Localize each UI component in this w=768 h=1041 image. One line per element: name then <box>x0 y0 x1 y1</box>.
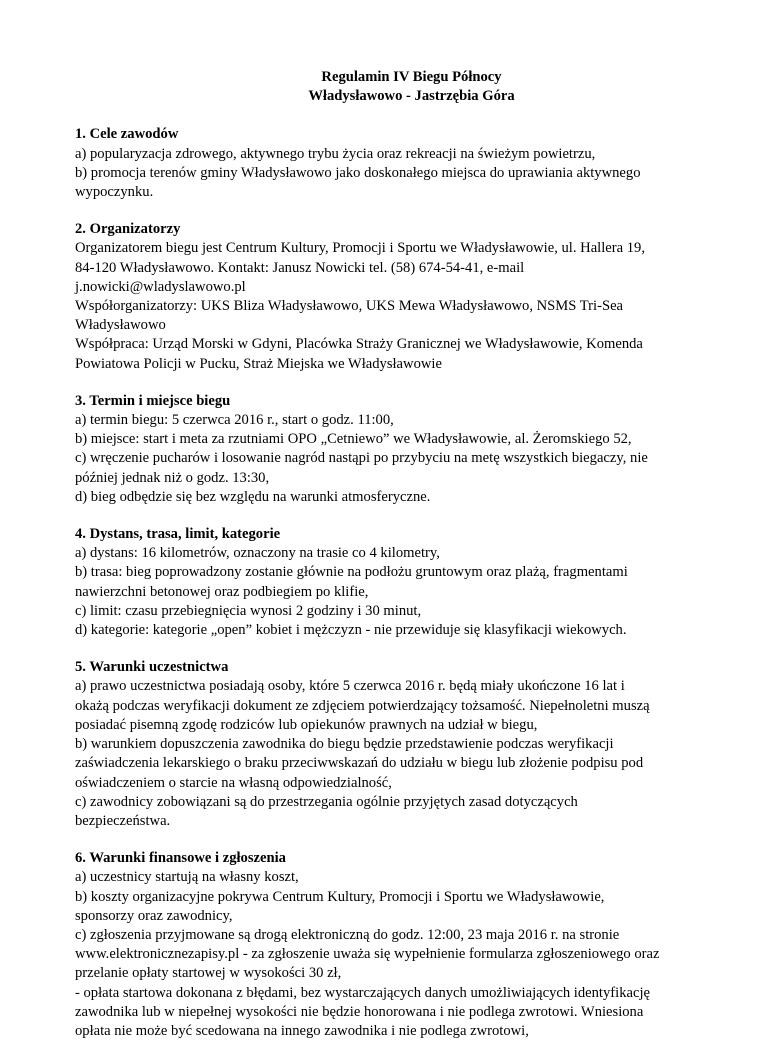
document-title <box>75 68 708 106</box>
section-text-line: a) termin biegu: 5 czerwca 2016 r., start o godz. 11:00, <box>75 412 394 429</box>
section-text-line: Władysławowo <box>75 317 166 334</box>
section-text-line: później jednak niż o godz. 13:30, <box>75 469 270 486</box>
section-text-line: nawierzchni betonowej oraz podbiegiem po klifie, <box>75 583 369 600</box>
section-text-line: Współpraca: Urząd Morski w Gdyni, Placówka Straży Granicznej we Władysławowie, Komenda <box>75 336 643 353</box>
section-2 <box>75 220 708 374</box>
section-text-line: b) trasa: bieg poprowadzony zostanie głównie na podłożu gruntowym oraz plażą, fragmentami <box>75 564 628 581</box>
section-3 <box>75 392 708 507</box>
section-text-line: b) miejsce: start i meta za rzutniami OPO „Cetniewo” we Władysławowie, al. Żeromskiego 52, <box>75 431 632 448</box>
section-heading: 2. Organizatorzy <box>75 221 181 238</box>
section-heading: 4. Dystans, trasa, limit, kategorie <box>75 526 281 543</box>
section-text-line: okażą podczas weryfikacji dokument ze zdjęciem potwierdzający tożsamość. Niepełnoletni muszą <box>75 697 650 714</box>
section-text-line: Współorganizatorzy: UKS Bliza Władysławowo, UKS Mewa Władysławowo, NSMS Tri-Sea <box>75 298 624 315</box>
section-text-line: www.elektronicznezapisy.pl - za zgłoszenie uważa się wypełnienie formularza zgłoszeniowego oraz <box>75 946 660 963</box>
section-text-line: przelanie opłaty startowej w wysokości 30 zł, <box>75 965 342 982</box>
section-text-line: a) uczestnicy startują na własny koszt, <box>75 869 299 886</box>
section-text-line: zawodnika lub w niepełnej wysokości nie będzie honorowana i nie podlega zwrotowi. Wniesiona <box>75 1003 644 1020</box>
section-heading: 1. Cele zawodów <box>75 126 179 143</box>
section-text-line: b) koszty organizacyjne pokrywa Centrum Kultury, Promocji i Sportu we Władysławowie, <box>75 888 605 905</box>
section-text-line: c) wręczenie pucharów i losowanie nagród nastąpi po przybyciu na metę wszystkich biegaczy, nie <box>75 450 648 467</box>
section-text-line: opłata nie może być scedowana na innego zawodnika i nie podlega zwrotowi, <box>75 1022 529 1039</box>
title-line-1: Regulamin IV Biegu Północy <box>321 69 502 85</box>
section-heading: 3. Termin i miejsce biegu <box>75 392 231 409</box>
section-text-line: oświadczeniem o starcie na własną odpowiedzialność, <box>75 774 392 791</box>
section-text-line: zaświadczenia lekarskiego o braku przeciwwskazań do udziału w biegu lub złożenie podpisu pod <box>75 755 644 772</box>
section-text-line: 84-120 Władysławowo. Kontakt: Janusz Nowicki tel. (58) 674-54-41, e-mail <box>75 259 525 276</box>
section-4 <box>75 525 708 640</box>
section-5 <box>75 658 708 831</box>
section-text-line: sponsorzy oraz zawodnicy, <box>75 907 233 924</box>
section-text-line: a) dystans: 16 kilometrów, oznaczony na trasie co 4 kilometry, <box>75 545 440 562</box>
section-text-line: c) zgłoszenia przyjmowane są drogą elektroniczną do godz. 12:00, 23 maja 2016 r. na stronie <box>75 926 620 943</box>
section-text-line: d) bieg odbędzie się bez względu na warunki atmosferyczne. <box>75 488 431 505</box>
section-text-line: bezpieczeństwa. <box>75 812 171 829</box>
section-1 <box>75 125 708 202</box>
section-text-line: a) prawo uczestnictwa posiadają osoby, które 5 czerwca 2016 r. będą miały ukończone 16 lat i <box>75 678 625 695</box>
section-text-line: - opłata startowa dokonana z błędami, bez wystarczających danych umożliwiających identyfikację <box>75 984 650 1001</box>
section-text-line: Organizatorem biegu jest Centrum Kultury, Promocji i Sportu we Władysławowie, ul. Hallera 19, <box>75 240 645 257</box>
document-body <box>75 125 708 1041</box>
section-text-line: b) promocja terenów gminy Władysławowo jako doskonałego miejsca do uprawiania aktywnego <box>75 164 641 181</box>
title-line-2: Władysławowo - Jastrzębia Góra <box>308 88 515 105</box>
section-text-line: d) kategorie: kategorie „open” kobiet i mężczyzn - nie przewiduje się klasyfikacji wiekowych. <box>75 622 627 639</box>
section-text-line: wypoczynku. <box>75 184 154 201</box>
section-6 <box>75 849 708 1041</box>
section-text-line: posiadać pisemną zgodę rodziców lub opiekunów prawnych na udział w biegu, <box>75 716 538 733</box>
section-text-line: c) limit: czasu przebiegnięcia wynosi 2 godziny i 30 minut, <box>75 602 422 619</box>
section-heading: 5. Warunki uczestnictwa <box>75 659 229 676</box>
section-text-line: a) popularyzacja zdrowego, aktywnego trybu życia oraz rekreacji na świeżym powietrzu, <box>75 145 596 162</box>
section-heading: 6. Warunki finansowe i zgłoszenia <box>75 850 286 867</box>
section-text-line: c) zawodnicy zobowiązani są do przestrzegania ogólnie przyjętych zasad dotyczących <box>75 793 578 810</box>
section-text-line: Powiatowa Policji w Pucku, Straż Miejska we Władysławowie <box>75 355 442 372</box>
section-text-line: j.nowicki@wladyslawowo.pl <box>75 278 246 295</box>
section-text-line: b) warunkiem dopuszczenia zawodnika do biegu będzie przedstawienie podczas weryfikacji <box>75 736 614 753</box>
